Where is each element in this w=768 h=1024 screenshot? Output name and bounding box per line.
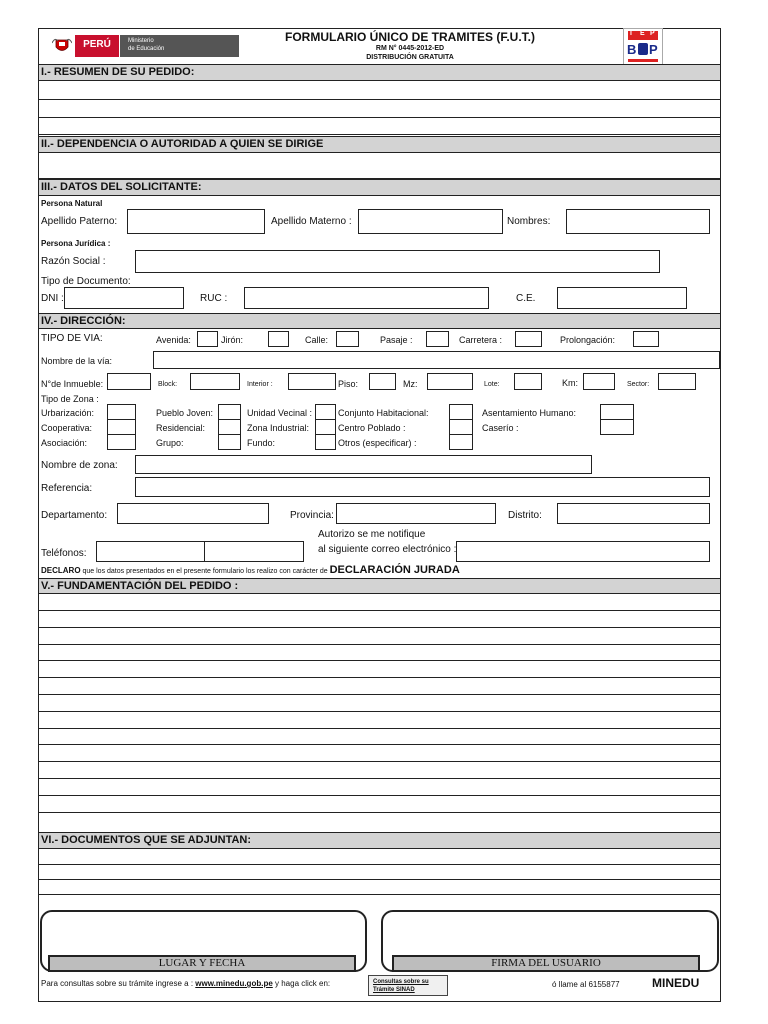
form-distribution: DISTRIBUCIÓN GRATUITA <box>366 54 454 61</box>
business-name-field[interactable] <box>135 250 660 273</box>
jiron-checkbox[interactable] <box>268 331 289 347</box>
hamlet-label: Caserío : <box>482 423 519 433</box>
email-consent-label-2: al siguiente correo electrónico : <box>318 544 457 555</box>
dni-label: DNI : <box>41 293 64 304</box>
sinad-button-line-2: Trámite SINAD <box>373 987 415 993</box>
names-field[interactable] <box>566 209 710 234</box>
form-title: FORMULARIO ÚNICO DE TRAMITES (F.U.T.) <box>285 30 535 44</box>
department-field[interactable] <box>117 503 269 524</box>
block-mz-label: Mz: <box>403 379 418 389</box>
neighborhood-unit-label: Unidad Vecinal : <box>247 408 313 418</box>
declaro-word: DECLARO <box>41 566 81 575</box>
urbanization-label: Urbarización: <box>41 408 95 418</box>
block-label: Block: <box>158 381 178 388</box>
village-center-checkbox[interactable] <box>449 419 473 435</box>
ce-field[interactable] <box>557 287 687 309</box>
seal-letter: I <box>630 30 632 37</box>
justification-line[interactable] <box>39 761 720 762</box>
cooperative-label: Cooperativa: <box>41 423 93 433</box>
others-checkbox[interactable] <box>449 434 473 450</box>
hamlet-checkbox[interactable] <box>600 419 634 435</box>
justification-line[interactable] <box>39 644 720 645</box>
seal-letter: B <box>627 42 637 57</box>
juridical-person-label: Persona Jurídica : <box>41 239 111 248</box>
logo-country-text: PERÚ <box>83 39 111 50</box>
association-checkbox[interactable] <box>107 434 136 450</box>
signature-label: FIRMA DEL USUARIO <box>392 955 700 972</box>
residential-label: Residencial: <box>156 423 206 433</box>
justification-line[interactable] <box>39 778 720 779</box>
avenue-checkbox[interactable] <box>197 331 218 347</box>
phone-field-2[interactable] <box>204 541 304 562</box>
paternal-surname-label: Apellido Paterno: <box>41 216 118 227</box>
zone-name-label: Nombre de zona: <box>41 460 118 471</box>
lot-field[interactable] <box>514 373 542 390</box>
village-center-label: Centro Poblado : <box>338 423 406 433</box>
passage-label: Pasaje : <box>380 335 413 345</box>
email-field[interactable] <box>456 541 710 562</box>
maternal-surname-field[interactable] <box>358 209 503 234</box>
young-town-label: Pueblo Joven: <box>156 408 214 418</box>
km-label: Km: <box>562 378 579 388</box>
neighborhood-unit-checkbox[interactable] <box>315 404 336 420</box>
extension-checkbox[interactable] <box>633 331 659 347</box>
housing-complex-checkbox[interactable] <box>449 404 473 420</box>
young-town-checkbox[interactable] <box>218 404 241 420</box>
document-type-label: Tipo de Documento: <box>41 276 131 287</box>
block-field[interactable] <box>190 373 240 390</box>
reference-label: Referencia: <box>41 483 93 494</box>
highway-checkbox[interactable] <box>515 331 542 347</box>
form-rm: RM N° 0445-2012-ED <box>375 45 445 52</box>
sinad-button-line-1: Consultas sobre su <box>373 979 429 985</box>
natural-person-label: Persona Natural <box>41 199 103 208</box>
street-checkbox[interactable] <box>336 331 359 347</box>
section-applicant-header: III.- DATOS DEL SOLICITANTE: <box>39 179 720 196</box>
seal-letter: P <box>649 42 658 57</box>
human-settlement-label: Asentamiento Humano: <box>482 408 577 418</box>
dni-field[interactable] <box>64 287 184 309</box>
logo-ministry-text-2: de Educación <box>128 46 165 52</box>
road-name-field[interactable] <box>153 351 720 369</box>
section-attachments-header: VI.- DOCUMENTOS QUE SE ADJUNTAN: <box>39 832 720 849</box>
phones-label: Teléfonos: <box>41 548 87 559</box>
district-label: Distrito: <box>508 510 542 521</box>
property-number-label: N°de Inmueble: <box>41 379 104 389</box>
property-number-field[interactable] <box>107 373 151 390</box>
province-field[interactable] <box>336 503 496 524</box>
cooperative-checkbox[interactable] <box>107 419 136 435</box>
seal-letter: E <box>640 30 645 37</box>
footer-phone: ó llame al 6155877 <box>552 980 620 989</box>
industrial-zone-checkbox[interactable] <box>315 419 336 435</box>
justification-line[interactable] <box>39 744 720 745</box>
footer-text: Para consultas sobre su trámite ingrese a : <box>41 979 196 988</box>
km-field[interactable] <box>583 373 615 390</box>
section-address-header: IV.- DIRECCIÓN: <box>39 313 720 329</box>
attachment-line[interactable] <box>39 879 720 880</box>
others-label: Otros (especificar) : <box>338 438 417 448</box>
justification-line[interactable] <box>39 795 720 796</box>
seal-letter: P <box>650 30 655 37</box>
sinad-button[interactable] <box>368 975 448 996</box>
sector-field[interactable] <box>658 373 696 390</box>
footer-brand: MINEDU <box>652 976 700 990</box>
coat-of-arms-icon <box>52 37 72 55</box>
footer-click-text: y haga click en: <box>272 979 331 988</box>
residential-checkbox[interactable] <box>218 419 241 435</box>
jiron-label: Jirón: <box>221 335 244 345</box>
industrial-zone-label: Zona Industrial: <box>247 423 310 433</box>
interior-field[interactable] <box>288 373 336 390</box>
peru-logo <box>48 35 239 57</box>
urbanization-checkbox[interactable] <box>107 404 136 420</box>
email-consent-label: Autorizo se me notifique <box>318 529 426 540</box>
passage-checkbox[interactable] <box>426 331 449 347</box>
ruc-field[interactable] <box>244 287 489 309</box>
sector-label: Sector: <box>627 381 650 388</box>
justification-line[interactable] <box>39 677 720 678</box>
section-justification-header: V.- FUNDAMENTACIÓN DEL PEDIDO : <box>39 578 720 594</box>
avenue-label: Avenida: <box>156 335 191 345</box>
sworn-declaration <box>41 564 460 576</box>
seal-emblem-icon <box>638 43 648 55</box>
group-checkbox[interactable] <box>218 434 241 450</box>
declaration-text: que los datos presentados en el presente formulario los realizo con carácter de <box>80 568 330 575</box>
attachment-line[interactable] <box>39 894 720 895</box>
footer-consult <box>41 979 330 988</box>
road-type-label: TIPO DE VIA: <box>41 333 103 344</box>
block-mz-field[interactable] <box>427 373 473 390</box>
business-name-label: Razón Social : <box>41 256 106 267</box>
highway-label: Carretera : <box>459 335 503 345</box>
section-authority-header: II.- DEPENDENCIA O AUTORIDAD A QUIEN SE DIRIGE <box>39 136 720 153</box>
province-label: Provincia: <box>290 510 334 521</box>
paternal-surname-field[interactable] <box>127 209 265 234</box>
zone-name-field[interactable] <box>135 455 592 474</box>
phone-field-1[interactable] <box>96 541 205 562</box>
department-label: Departamento: <box>41 510 108 521</box>
housing-complex-label: Conjunto Habitacional: <box>338 408 429 418</box>
estate-label: Fundo: <box>247 438 276 448</box>
section-summary-header: I.- RESUMEN DE SU PEDIDO: <box>39 64 720 81</box>
road-name-label: Nombre de la vía: <box>41 356 113 366</box>
floor-label: Piso: <box>338 379 359 389</box>
justification-line[interactable] <box>39 610 720 611</box>
justification-line[interactable] <box>39 711 720 712</box>
footer-site-link[interactable]: www.minedu.gob.pe <box>195 979 273 988</box>
reference-field[interactable] <box>135 477 710 497</box>
street-label: Calle: <box>305 335 329 345</box>
justification-line[interactable] <box>39 812 720 813</box>
interior-label: Interior : <box>247 381 273 388</box>
justification-line[interactable] <box>39 728 720 729</box>
association-label: Asociación: <box>41 438 88 448</box>
human-settlement-checkbox[interactable] <box>600 404 634 420</box>
justification-line[interactable] <box>39 627 720 628</box>
lot-label: Lote: <box>484 381 500 388</box>
logo-ministry-text: Ministerio <box>128 38 154 44</box>
attachment-line[interactable] <box>39 864 720 865</box>
extension-label: Prolongación: <box>560 335 616 345</box>
place-date-label: LUGAR Y FECHA <box>48 955 356 972</box>
group-label: Grupo: <box>156 438 184 448</box>
zone-type-label: Tipo de Zona : <box>41 394 99 404</box>
justification-line[interactable] <box>39 660 720 661</box>
institution-seal <box>623 28 663 66</box>
ruc-label: RUC : <box>200 293 228 304</box>
floor-field[interactable] <box>369 373 396 390</box>
names-label: Nombres: <box>507 216 551 227</box>
district-field[interactable] <box>557 503 710 524</box>
justification-line[interactable] <box>39 694 720 695</box>
estate-checkbox[interactable] <box>315 434 336 450</box>
maternal-surname-label: Apellido Materno : <box>271 216 352 227</box>
sworn-declaration-word: DECLARACIÓN JURADA <box>329 564 460 576</box>
ce-label: C.E. <box>516 293 536 304</box>
